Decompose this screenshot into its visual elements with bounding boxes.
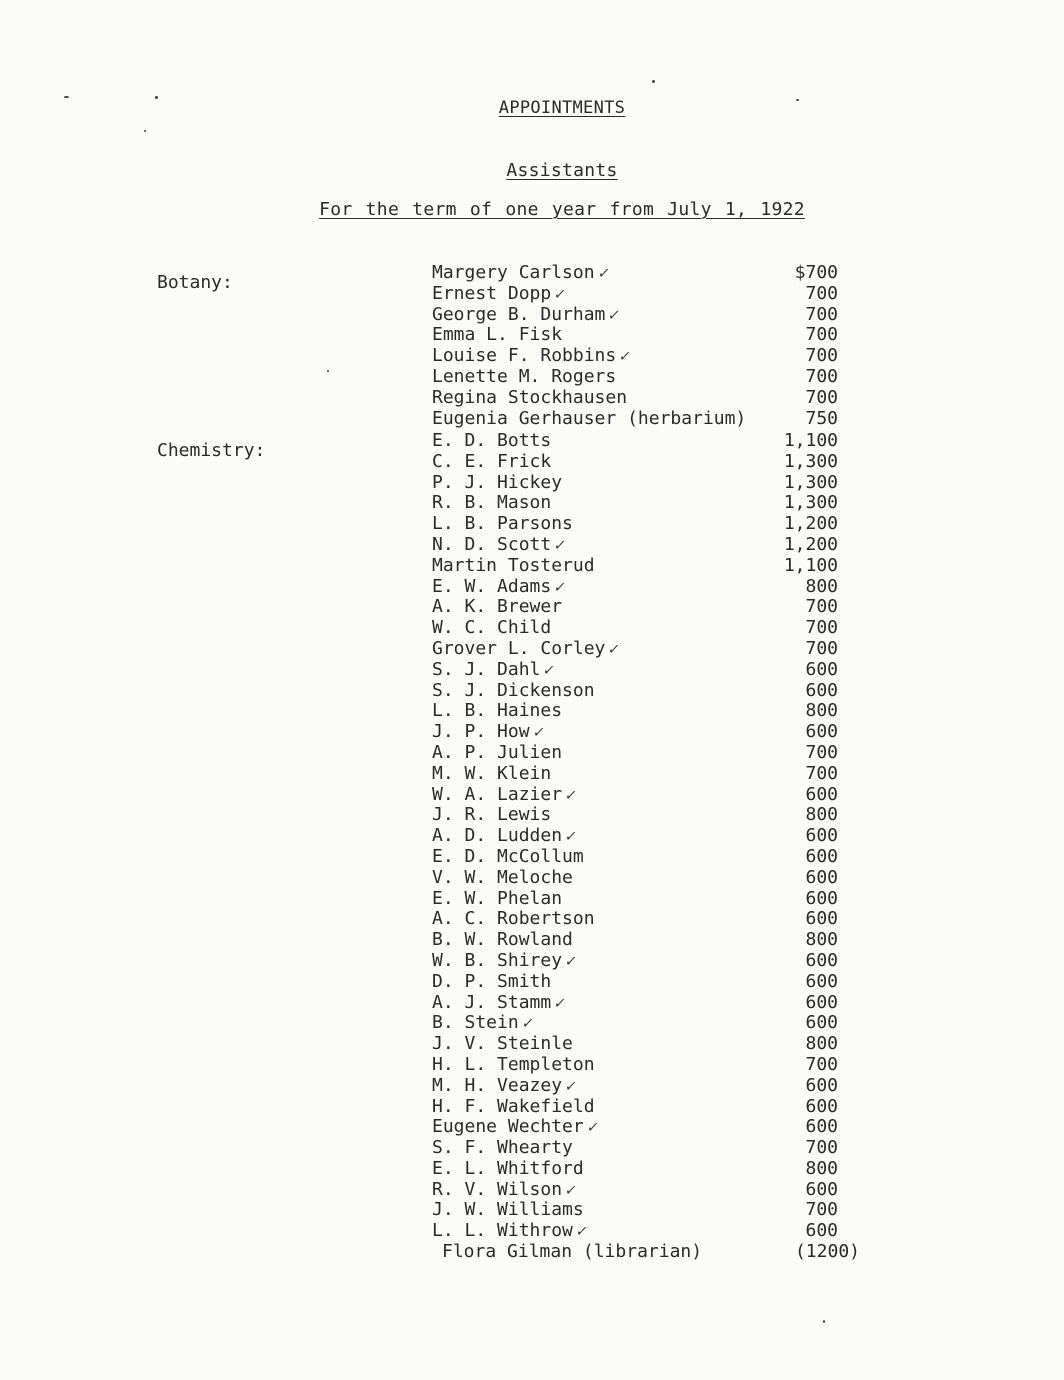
appointee-name: M. H. Veazey ✓ bbox=[432, 1074, 578, 1096]
scan-speck bbox=[155, 96, 158, 99]
salary-amount: 600 bbox=[805, 721, 838, 743]
salary-amount: 600 bbox=[805, 1095, 838, 1117]
check-mark-icon: ✓ bbox=[575, 1221, 589, 1241]
salary-amount: 1,100 bbox=[783, 430, 838, 451]
appointee-name: L. L. Withrow ✓ bbox=[432, 1220, 589, 1242]
check-mark-icon: ✓ bbox=[586, 1117, 600, 1137]
check-mark-icon: ✓ bbox=[564, 1179, 578, 1199]
appointment-row bbox=[428, 618, 868, 639]
appointee-name: H. F. Wakefield bbox=[432, 1095, 595, 1117]
appointee-name: J. V. Steinle bbox=[432, 1033, 573, 1055]
salary-amount: 700 bbox=[805, 386, 838, 408]
appointment-row bbox=[428, 743, 868, 764]
salary-amount: 700 bbox=[805, 303, 838, 325]
appointee-name: Grover L. Corley ✓ bbox=[432, 637, 621, 659]
appointee-name: W. C. Child bbox=[432, 617, 552, 639]
appointment-row bbox=[428, 597, 868, 618]
appointee-name: V. W. Meloche bbox=[432, 866, 573, 888]
salary-amount: 800 bbox=[805, 1157, 838, 1179]
appointee-name: Regina Stockhausen bbox=[432, 386, 628, 408]
appointee-name: Martin Tosterud bbox=[432, 554, 595, 576]
check-mark-icon: ✓ bbox=[618, 346, 632, 366]
appointee-name: W. B. Shirey ✓ bbox=[432, 949, 578, 971]
appointee-name: Eugenia Gerhauser (herbarium) bbox=[432, 407, 747, 429]
appointment-row bbox=[428, 1180, 868, 1201]
salary-amount: 600 bbox=[805, 949, 838, 971]
appointee-name: Lenette M. Rogers bbox=[432, 365, 617, 387]
appointment-row bbox=[428, 493, 868, 514]
appointment-row bbox=[428, 346, 868, 367]
appointee-name: J. R. Lewis bbox=[432, 804, 552, 826]
appointment-row bbox=[428, 1221, 868, 1242]
appointment-row bbox=[428, 764, 868, 785]
salary-amount: 1,200 bbox=[783, 533, 838, 555]
salary-amount: 1,100 bbox=[783, 554, 838, 576]
botany-list bbox=[428, 263, 868, 429]
appointee-name: Margery Carlson ✓ bbox=[432, 262, 611, 283]
check-mark-icon: ✓ bbox=[607, 638, 621, 658]
appointment-row bbox=[428, 452, 868, 473]
appointee-name: Emma L. Fisk bbox=[432, 324, 563, 346]
appointment-row bbox=[428, 556, 868, 577]
scan-speck bbox=[823, 1320, 825, 1323]
salary-amount: 1,300 bbox=[783, 450, 838, 472]
appointee-name: S. F. Whearty bbox=[432, 1137, 573, 1159]
appointee-name: E. W. Adams ✓ bbox=[432, 575, 567, 597]
appointment-row bbox=[428, 1117, 868, 1138]
appointee-name: E. L. Whitford bbox=[432, 1157, 584, 1179]
appointment-row bbox=[428, 431, 868, 452]
check-mark-icon: ✓ bbox=[597, 263, 611, 282]
check-mark-icon: ✓ bbox=[564, 950, 578, 970]
check-mark-icon: ✓ bbox=[553, 992, 567, 1012]
appointment-row bbox=[428, 1055, 868, 1076]
salary-amount: 600 bbox=[805, 679, 838, 701]
appointee-name: M. W. Klein bbox=[432, 762, 552, 784]
salary-amount: 1,300 bbox=[783, 471, 838, 493]
appointment-row bbox=[428, 388, 868, 409]
appointment-row bbox=[428, 325, 868, 346]
appointment-row bbox=[428, 1159, 868, 1180]
salary-amount: 600 bbox=[805, 783, 838, 805]
appointee-name: L. B. Parsons bbox=[432, 513, 573, 535]
appointment-row bbox=[428, 514, 868, 535]
appointee-name: R. V. Wilson ✓ bbox=[432, 1178, 578, 1200]
appointment-row bbox=[428, 972, 868, 993]
salary-amount: 700 bbox=[805, 596, 838, 618]
salary-amount: 600 bbox=[805, 970, 838, 992]
page-title: APPOINTMENTS bbox=[498, 98, 626, 118]
appointment-row bbox=[428, 263, 868, 284]
appointment-row bbox=[428, 1138, 868, 1159]
appointment-row bbox=[428, 722, 868, 743]
check-mark-icon: ✓ bbox=[553, 283, 567, 303]
appointee-name: W. A. Lazier ✓ bbox=[432, 783, 578, 805]
appointment-row bbox=[428, 681, 868, 702]
check-mark-icon: ✓ bbox=[532, 722, 546, 742]
appointee-name: A. D. Ludden ✓ bbox=[432, 825, 578, 847]
appointee-name: George B. Durham ✓ bbox=[432, 303, 621, 325]
appointment-row bbox=[428, 367, 868, 388]
appointee-name: B. Stein ✓ bbox=[432, 1012, 535, 1034]
appointment-row bbox=[428, 701, 868, 722]
appointee-name: A. J. Stamm ✓ bbox=[432, 991, 567, 1013]
appointment-row bbox=[428, 660, 868, 681]
salary-amount: 750 bbox=[805, 407, 838, 429]
page-subtitle: Assistants bbox=[506, 160, 618, 181]
salary-amount: 600 bbox=[805, 866, 838, 888]
salary-amount: 600 bbox=[805, 1012, 838, 1034]
appointment-row bbox=[428, 305, 868, 326]
appointment-row bbox=[428, 1097, 868, 1118]
appointee-name: N. D. Scott ✓ bbox=[432, 533, 567, 555]
appointment-row bbox=[428, 535, 868, 556]
check-mark-icon: ✓ bbox=[553, 534, 567, 554]
appointee-name: S. J. Dahl ✓ bbox=[432, 658, 556, 680]
check-mark-icon: ✓ bbox=[607, 304, 621, 324]
appointee-name: Eugene Wechter ✓ bbox=[432, 1116, 600, 1138]
appointee-name: Ernest Dopp ✓ bbox=[432, 282, 567, 304]
appointee-name: J. P. How ✓ bbox=[432, 721, 546, 743]
scan-speck bbox=[327, 370, 329, 372]
salary-amount: 700 bbox=[805, 637, 838, 659]
appointment-row bbox=[428, 639, 868, 660]
appointee-name: H. L. Templeton bbox=[432, 1053, 595, 1075]
appointee-name: A. P. Julien bbox=[432, 741, 563, 763]
scan-speck bbox=[796, 99, 799, 101]
appointment-row bbox=[428, 951, 868, 972]
salary-amount: 700 bbox=[805, 741, 838, 763]
appointee-name: A. K. Brewer bbox=[432, 596, 563, 618]
appointee-name: A. C. Robertson bbox=[432, 908, 595, 930]
appointee-name: Flora Gilman (librarian) bbox=[442, 1241, 703, 1263]
salary-amount: 700 bbox=[805, 324, 838, 346]
appointee-name: B. W. Rowland bbox=[432, 929, 573, 951]
appointment-row bbox=[428, 889, 868, 910]
check-mark-icon: ✓ bbox=[564, 784, 578, 804]
salary-amount: 600 bbox=[805, 991, 838, 1013]
appointee-name: D. P. Smith bbox=[432, 970, 552, 992]
salary-amount: (1200) bbox=[794, 1241, 860, 1263]
appointment-row bbox=[428, 847, 868, 868]
salary-amount: $700 bbox=[794, 262, 838, 283]
appointment-row bbox=[428, 1200, 868, 1221]
appointment-row bbox=[428, 577, 868, 598]
salary-amount: 600 bbox=[805, 908, 838, 930]
appointment-row bbox=[428, 930, 868, 951]
salary-amount: 800 bbox=[805, 700, 838, 722]
appointment-row bbox=[428, 1076, 868, 1097]
check-mark-icon: ✓ bbox=[553, 576, 567, 596]
salary-amount: 700 bbox=[805, 1137, 838, 1159]
salary-amount: 600 bbox=[805, 1116, 838, 1138]
appointee-name: S. J. Dickenson bbox=[432, 679, 595, 701]
salary-amount: 800 bbox=[805, 804, 838, 826]
check-mark-icon: ✓ bbox=[521, 1013, 535, 1033]
appointment-row bbox=[428, 409, 868, 430]
chemistry-list bbox=[428, 431, 868, 1263]
salary-amount: 700 bbox=[805, 1199, 838, 1221]
salary-amount: 600 bbox=[805, 658, 838, 680]
appointee-name: P. J. Hickey bbox=[432, 471, 563, 493]
salary-amount: 600 bbox=[805, 825, 838, 847]
salary-amount: 700 bbox=[805, 1053, 838, 1075]
scan-speck bbox=[652, 80, 655, 83]
salary-amount: 700 bbox=[805, 365, 838, 387]
appointee-name: E. W. Phelan bbox=[432, 887, 563, 909]
appointee-name: J. W. Williams bbox=[432, 1199, 584, 1221]
salary-amount: 1,200 bbox=[783, 513, 838, 535]
salary-amount: 700 bbox=[805, 762, 838, 784]
appointment-row bbox=[428, 785, 868, 806]
appointee-name: E. D. Botts bbox=[432, 430, 552, 451]
salary-amount: 600 bbox=[805, 845, 838, 867]
appointment-row bbox=[428, 826, 868, 847]
appointment-row bbox=[428, 1034, 868, 1055]
check-mark-icon: ✓ bbox=[542, 659, 556, 679]
appointment-row bbox=[428, 473, 868, 494]
appointment-row bbox=[428, 1013, 868, 1034]
appointment-row bbox=[428, 284, 868, 305]
salary-amount: 700 bbox=[805, 345, 838, 367]
salary-amount: 800 bbox=[805, 929, 838, 951]
check-mark-icon: ✓ bbox=[564, 826, 578, 846]
check-mark-icon: ✓ bbox=[564, 1075, 578, 1095]
scan-speck bbox=[144, 130, 146, 132]
salary-amount: 600 bbox=[805, 1074, 838, 1096]
section-label-chemistry: Chemistry: bbox=[157, 440, 266, 461]
salary-amount: 600 bbox=[805, 887, 838, 909]
salary-amount: 800 bbox=[805, 1033, 838, 1055]
appointment-row bbox=[428, 805, 868, 826]
salary-amount: 600 bbox=[805, 1220, 838, 1242]
salary-amount: 800 bbox=[805, 575, 838, 597]
term-line: For the term of one year from July 1, 1922 bbox=[319, 199, 805, 220]
appointee-name: R. B. Mason bbox=[432, 492, 552, 514]
appointment-row bbox=[428, 1242, 868, 1263]
salary-amount: 1,300 bbox=[783, 492, 838, 514]
appointment-row bbox=[428, 993, 868, 1014]
scan-speck bbox=[64, 96, 69, 98]
appointee-name: Louise F. Robbins ✓ bbox=[432, 345, 632, 367]
salary-amount: 700 bbox=[805, 282, 838, 304]
appointee-name: L. B. Haines bbox=[432, 700, 563, 722]
section-label-botany: Botany: bbox=[157, 272, 233, 293]
appointment-row bbox=[428, 868, 868, 889]
appointee-name: E. D. McCollum bbox=[432, 845, 584, 867]
salary-amount: 700 bbox=[805, 617, 838, 639]
appointment-row bbox=[428, 909, 868, 930]
salary-amount: 600 bbox=[805, 1178, 838, 1200]
appointee-name: C. E. Frick bbox=[432, 450, 552, 472]
